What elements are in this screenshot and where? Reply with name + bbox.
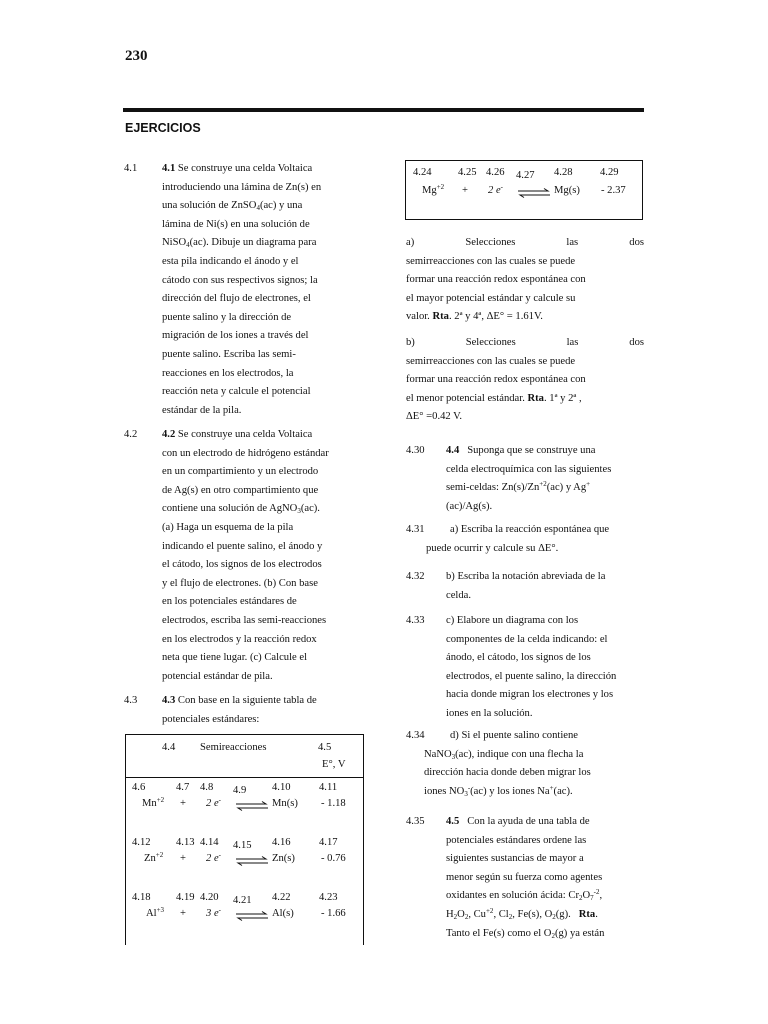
exercise-4-1-line: migración de los iones a través del (162, 330, 309, 342)
question-4-31 (426, 521, 644, 558)
answer-label: Rta (527, 392, 544, 404)
table-row (132, 780, 360, 816)
exercise-4-2-line: con un electrodo de hidrógeno estándar (162, 447, 329, 459)
exercise-number-4-35: 4.35 (406, 816, 425, 827)
exercise-4-5-line: menor según su fuerza como agentes (446, 871, 603, 883)
question-b (406, 334, 644, 427)
page-number: 230 (125, 48, 148, 64)
row-index: 4.19 (176, 892, 195, 903)
exercise-label: 4.2 (162, 429, 176, 440)
question-4-31-line: puede ocurrir y calcule su ΔE°. (426, 542, 559, 554)
exercise-4-4-text (446, 442, 644, 516)
exercise-4-5-text (446, 813, 644, 943)
exercise-4-2-line: 4.2 Se construye una celda Voltaica (162, 429, 313, 440)
table-row (132, 835, 360, 871)
exercise-label: 4.5 (446, 816, 460, 827)
electrons: 2 e- (206, 796, 221, 809)
question-a-line: valor. Rta. 2ª y 4ª, ΔE° = 1.61V. (406, 311, 543, 323)
row-index: 4.9 (233, 785, 247, 796)
row-index: 4.15 (233, 840, 252, 851)
question-4-33-line: ánodo, el cátodo, los signos de los (446, 652, 591, 664)
question-4-33 (446, 612, 644, 724)
row-index: 4.24 (413, 167, 432, 178)
exercise-label: 4.1 (162, 163, 176, 174)
exercise-number-4-33: 4.33 (406, 615, 425, 626)
question-b-line: semirreacciones con las cuales se puede (406, 355, 576, 367)
exercise-number-4-32: 4.32 (406, 571, 425, 582)
product: Zn(s) (272, 853, 295, 864)
question-a-line: formar una reacción redox espontánea con (406, 274, 586, 286)
question-4-34-line: d) Si el puente salino contiene (450, 730, 578, 741)
header-rule (123, 108, 644, 112)
question-b-line: ΔE° =0.42 V. (406, 411, 463, 423)
table-header-index: 4.4 (162, 742, 176, 753)
plus-sign: + (462, 185, 468, 196)
exercise-4-2-line: electrodos, escriba las semi-reacciones (162, 614, 327, 626)
product: Mn(s) (272, 798, 298, 809)
exercise-4-2-line: potencial estándar de pila. (162, 670, 273, 682)
exercise-4-1-line: una solución de ZnSO$_4$(ac) y una (162, 200, 303, 213)
exercise-4-5-line: 4.5 Con la ayuda de una tabla de (446, 816, 590, 827)
exercise-4-1-line: cátodo con sus respectivos signos; la (162, 274, 318, 286)
row-index: 4.23 (319, 892, 338, 903)
row-index: 4.18 (132, 892, 151, 903)
question-b-line: el menor potencial estándar. Rta. 1ª y 2ª , (406, 392, 582, 404)
plus-sign: + (180, 908, 186, 919)
exercise-4-1-line: estándar de la pila. (162, 404, 242, 416)
row-index: 4.7 (176, 782, 190, 793)
exercise-4-2-line: en los potenciales estándares de (162, 596, 297, 608)
question-a-line: a) Selecciones las dos (406, 237, 644, 248)
exercise-4-4-line: semi-celdas: $Zn(s)/Zn^{+2}(ac)$ y Ag+ (446, 480, 591, 494)
exercise-4-5-line: Tanto el Fe(s) como el $O_2(g)$ ya están (446, 927, 605, 940)
electrons: 3 e- (206, 906, 221, 919)
question-4-33-line: componentes de la celda indicando: el (446, 633, 608, 645)
exercise-4-1-line: puente salino. Escriba las semi- (162, 348, 296, 360)
row-index: 4.22 (272, 892, 291, 903)
exercise-number-4-1: 4.1 (124, 163, 138, 174)
exercise-4-5-line: siguientes sustancias de mayor a (446, 853, 584, 865)
question-4-33-line: c) Elabore un diagrama con los (446, 615, 579, 626)
exercise-4-1-line: reacción neta y calcule el potencial (162, 386, 311, 398)
exercise-4-1-line: dirección del flujo de electrones, el (162, 293, 311, 305)
exercise-4-2-line: el cátodo, los signos de los electrodos (162, 559, 322, 571)
row-index: 4.16 (272, 837, 291, 848)
row-index: 4.20 (200, 892, 219, 903)
table-header-semireactions: Semireacciones (200, 742, 267, 753)
row-index: 4.28 (554, 167, 573, 178)
question-b-line: formar una reacción redox espontánea con (406, 374, 586, 386)
electrons: 2 e- (488, 183, 503, 196)
standard-potential: - 1.66 (321, 908, 346, 919)
reactant-ion: $Mg^{+2}$ (422, 183, 445, 196)
row-index: 4.14 (200, 837, 219, 848)
equilibrium-arrow-icon (235, 855, 269, 874)
exercise-4-1-line: 4.1 Se construye una celda Voltaica (162, 163, 313, 174)
question-4-34-line: iones $NO_3^-(ac)$ y los iones Na+(ac). (424, 783, 573, 798)
product: Al(s) (272, 908, 294, 919)
exercise-4-2-line: (a) Haga un esquema de la pila (162, 521, 294, 533)
question-4-34-line: dirección hacia donde deben migrar los (424, 767, 591, 779)
table-header-divider (125, 777, 363, 778)
exercise-4-2-line: neta que tiene lugar. (c) Calcule el (162, 652, 308, 664)
reactant-ion: $Mn^{+2}$ (142, 796, 165, 809)
exercise-4-1-line: lámina de Ni(s) en una solución de (162, 218, 310, 230)
product: Mg(s) (554, 185, 580, 196)
exercise-4-1-line: NiSO$_4$(ac). Dibuje un diagrama para (162, 237, 317, 250)
exercise-4-2-line: de Ag(s) en otro compartimiento que (162, 484, 319, 496)
exercise-number-4-30: 4.30 (406, 445, 425, 456)
exercise-4-5-line: $H_2O_2$, $Cu^{+2}$, $Cl_2$, Fe(s), $O_2(g)$. Rta. (446, 906, 598, 921)
section-title: EJERCICIOS (125, 121, 201, 135)
exercise-label: 4.3 (162, 695, 176, 706)
exercise-4-2-line: en los electrodos y la reacción redox (162, 633, 317, 645)
exercise-4-2-line: y el flujo de electrones. (b) Con base (162, 577, 318, 589)
question-4-32-line: b) Escriba la notación abreviada de la (446, 571, 606, 582)
question-4-33-line: electrodos, el puente salino, la dirección (446, 670, 617, 682)
row-index: 4.26 (486, 167, 505, 178)
standard-potential: - 0.76 (321, 853, 346, 864)
plus-sign: + (180, 853, 186, 864)
row-index: 4.8 (200, 782, 214, 793)
row-index: 4.25 (458, 167, 477, 178)
standard-potential: - 1.18 (321, 798, 346, 809)
table-header-e0: E°, V (322, 759, 346, 770)
plus-sign: + (180, 798, 186, 809)
exercise-4-2-text (162, 426, 362, 686)
exercise-4-2-line: en un compartimiento y un electrodo (162, 466, 319, 478)
equilibrium-arrow-icon (235, 910, 269, 929)
question-4-34 (424, 727, 644, 801)
question-4-33-line: iones en la solución. (446, 707, 533, 719)
exercise-number-4-34: 4.34 (406, 730, 425, 741)
row-index: 4.17 (319, 837, 338, 848)
reactant-ion: $Al^{+3}$ (146, 906, 165, 919)
exercise-number-4-3: 4.3 (124, 695, 138, 706)
row-index: 4.21 (233, 895, 252, 906)
answer-label: Rta (578, 908, 596, 920)
question-4-31-line: a) Escriba la reacción espontánea que (450, 524, 610, 535)
table-row (413, 165, 637, 205)
electrons: 2 e- (206, 851, 221, 864)
exercise-4-4-line: 4.4 Suponga que se construye una (446, 445, 596, 456)
exercise-4-4-line: (ac)/Ag(s). (446, 500, 493, 512)
question-b-line: b) Selecciones las dos (406, 337, 644, 348)
exercise-4-2-line: contiene una solución de AgNO$_3$(ac). (162, 503, 320, 516)
question-4-32-line: celda. (446, 589, 471, 601)
row-index: 4.27 (516, 170, 535, 181)
exercise-4-1-line: reacciones en los electrodos, la (162, 367, 294, 379)
exercise-number-4-2: 4.2 (124, 429, 138, 440)
exercise-4-1-text (162, 160, 362, 420)
answer-text: . 2ª y 4ª, ΔE° = 1.61V. (448, 311, 543, 323)
question-4-33-line: hacia donde migran los electrones y los (446, 689, 614, 701)
table-header-e0-index: 4.5 (318, 742, 332, 753)
exercise-4-1-line: esta pila indicando el ánodo y el (162, 255, 299, 267)
standard-potential: - 2.37 (601, 185, 626, 196)
exercise-4-1-line: puente salino y la dirección de (162, 311, 292, 323)
reactant-ion: $Zn^{+2}$ (144, 851, 164, 864)
exercise-4-3-line: 4.3 Con base en la siguiente tabla de (162, 695, 317, 706)
row-index: 4.10 (272, 782, 291, 793)
row-index: 4.6 (132, 782, 146, 793)
equilibrium-arrow-icon (235, 800, 269, 819)
exercise-4-3-text (162, 692, 362, 729)
row-index: 4.29 (600, 167, 619, 178)
exercise-4-2-line: indicando el puente salino, el ánodo y (162, 540, 323, 552)
question-4-32 (446, 568, 644, 605)
question-a-line: el mayor potencial estándar y calcule su (406, 292, 576, 304)
question-a-line: semirreacciones con las cuales se puede (406, 255, 576, 267)
exercise-label: 4.4 (446, 445, 460, 456)
exercise-4-4-line: celda electroquímica con las siguientes (446, 463, 612, 475)
question-a (406, 234, 644, 327)
equilibrium-arrow-icon (517, 187, 551, 206)
row-index: 4.12 (132, 837, 151, 848)
exercise-4-5-line: potenciales estándares ordene las (446, 834, 587, 846)
question-4-34-line: NaNO$_3$(ac), indique con una flecha la (424, 748, 584, 761)
table-row (132, 890, 360, 926)
exercise-number-4-31: 4.31 (406, 524, 425, 535)
exercise-4-1-line: introduciendo una lámina de Zn(s) en (162, 181, 322, 193)
row-index: 4.11 (319, 782, 338, 793)
exercise-4-3-line: potenciales estándares: (162, 713, 260, 725)
answer-label: Rta (432, 311, 449, 323)
exercise-4-5-line: oxidantes en solución ácida: $Cr_2O_7^{-2}$, (446, 888, 603, 903)
row-index: 4.13 (176, 837, 195, 848)
